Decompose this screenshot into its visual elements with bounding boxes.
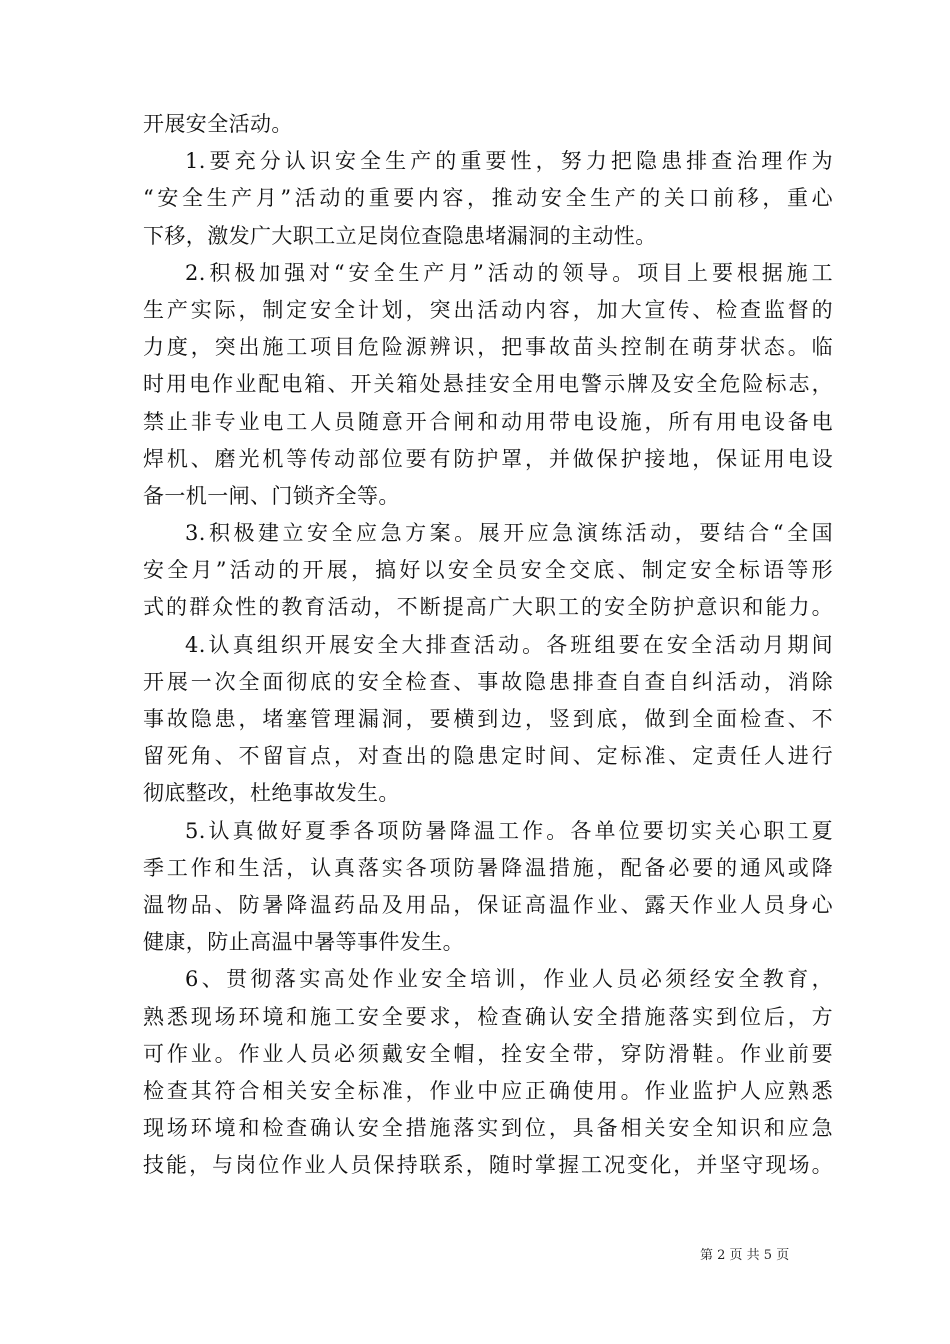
page-number-footer: 第 2 页 共 5 页	[700, 1248, 790, 1263]
text-line: 彻底整改，杜绝事故发生。	[143, 781, 400, 806]
text-line: 禁止非专业电工人员随意开合闸和动用带电设施，所有用电设备电	[143, 409, 833, 434]
text-line: “安全生产月”活动的重要内容，推动安全生产的关口前移，重心	[143, 186, 833, 211]
text-line: 温物品、防暑降温药品及用品，保证高温作业、露天作业人员身心	[143, 892, 833, 917]
text-line: 季工作和生活，认真落实各项防暑降温措施，配备必要的通风或降	[143, 855, 833, 880]
paragraph-4-line: 4.认真组织开展安全大排查活动。各班组要在安全活动月期间	[185, 632, 833, 657]
text-line: 式的群众性的教育活动，不断提高广大职工的安全防护意识和能力。	[143, 595, 833, 620]
text-line: 可作业。作业人员必须戴安全帽，拴安全带，穿防滑鞋。作业前要	[143, 1041, 833, 1066]
text-line: 事故隐患，堵塞管理漏洞，要横到边，竖到底，做到全面检查、不	[143, 707, 833, 731]
document-body	[143, 106, 833, 1184]
text-line: 技能，与岗位作业人员保持联系，随时掌握工况变化，并坚守现场。	[143, 1153, 833, 1178]
text-line: 下移，激发广大职工立足岗位查隐患堵漏洞的主动性。	[143, 223, 657, 248]
text-line: 检查其符合相关安全标准，作业中应正确使用。作业监护人应熟悉	[143, 1078, 833, 1103]
paragraph-6-line: 6、贯彻落实高处作业安全培训，作业人员必须经安全教育，	[185, 967, 833, 992]
text-line: 力度，突出施工项目危险源辨识，把事故苗头控制在萌芽状态。临	[143, 335, 833, 360]
text-line: 熟悉现场环境和施工安全要求，检查确认安全措施落实到位后，方	[143, 1004, 833, 1029]
paragraph-2-line: 2.积极加强对“安全生产月”活动的领导。项目上要根据施工	[185, 260, 833, 285]
text-line: 开展一次全面彻底的安全检查、事故隐患排查自查自纠活动，消除	[143, 669, 833, 694]
paragraph-1-line: 1.要充分认识安全生产的重要性，努力把隐患排查治理作为	[185, 149, 833, 174]
text-line: 生产实际，制定安全计划，突出活动内容，加大宣传、检查监督的	[143, 297, 833, 322]
text-line: 开展安全活动。	[143, 112, 293, 136]
text-line: 安全月”活动的开展，搞好以安全员安全交底、制定安全标语等形	[143, 558, 833, 583]
text-line: 健康，防止高温中暑等事件发生。	[143, 930, 464, 955]
paragraph-5-line: 5.认真做好夏季各项防暑降温工作。各单位要切实关心职工夏	[185, 818, 833, 843]
text-line: 留死角、不留盲点，对查出的隐患定时间、定标准、定责任人进行	[143, 744, 833, 769]
paragraph-3-line: 3.积极建立安全应急方案。展开应急演练活动，要结合“全国	[185, 521, 833, 546]
text-line: 备一机一闸、门锁齐全等。	[143, 483, 400, 508]
text-line: 焊机、磨光机等传动部位要有防护罩，并做保护接地，保证用电设	[143, 446, 833, 471]
text-line: 时用电作业配电箱、开关箱处悬挂安全用电警示牌及安全危险标志，	[143, 372, 833, 397]
text-line: 现场环境和检查确认安全措施落实到位，具备相关安全知识和应急	[143, 1116, 833, 1141]
